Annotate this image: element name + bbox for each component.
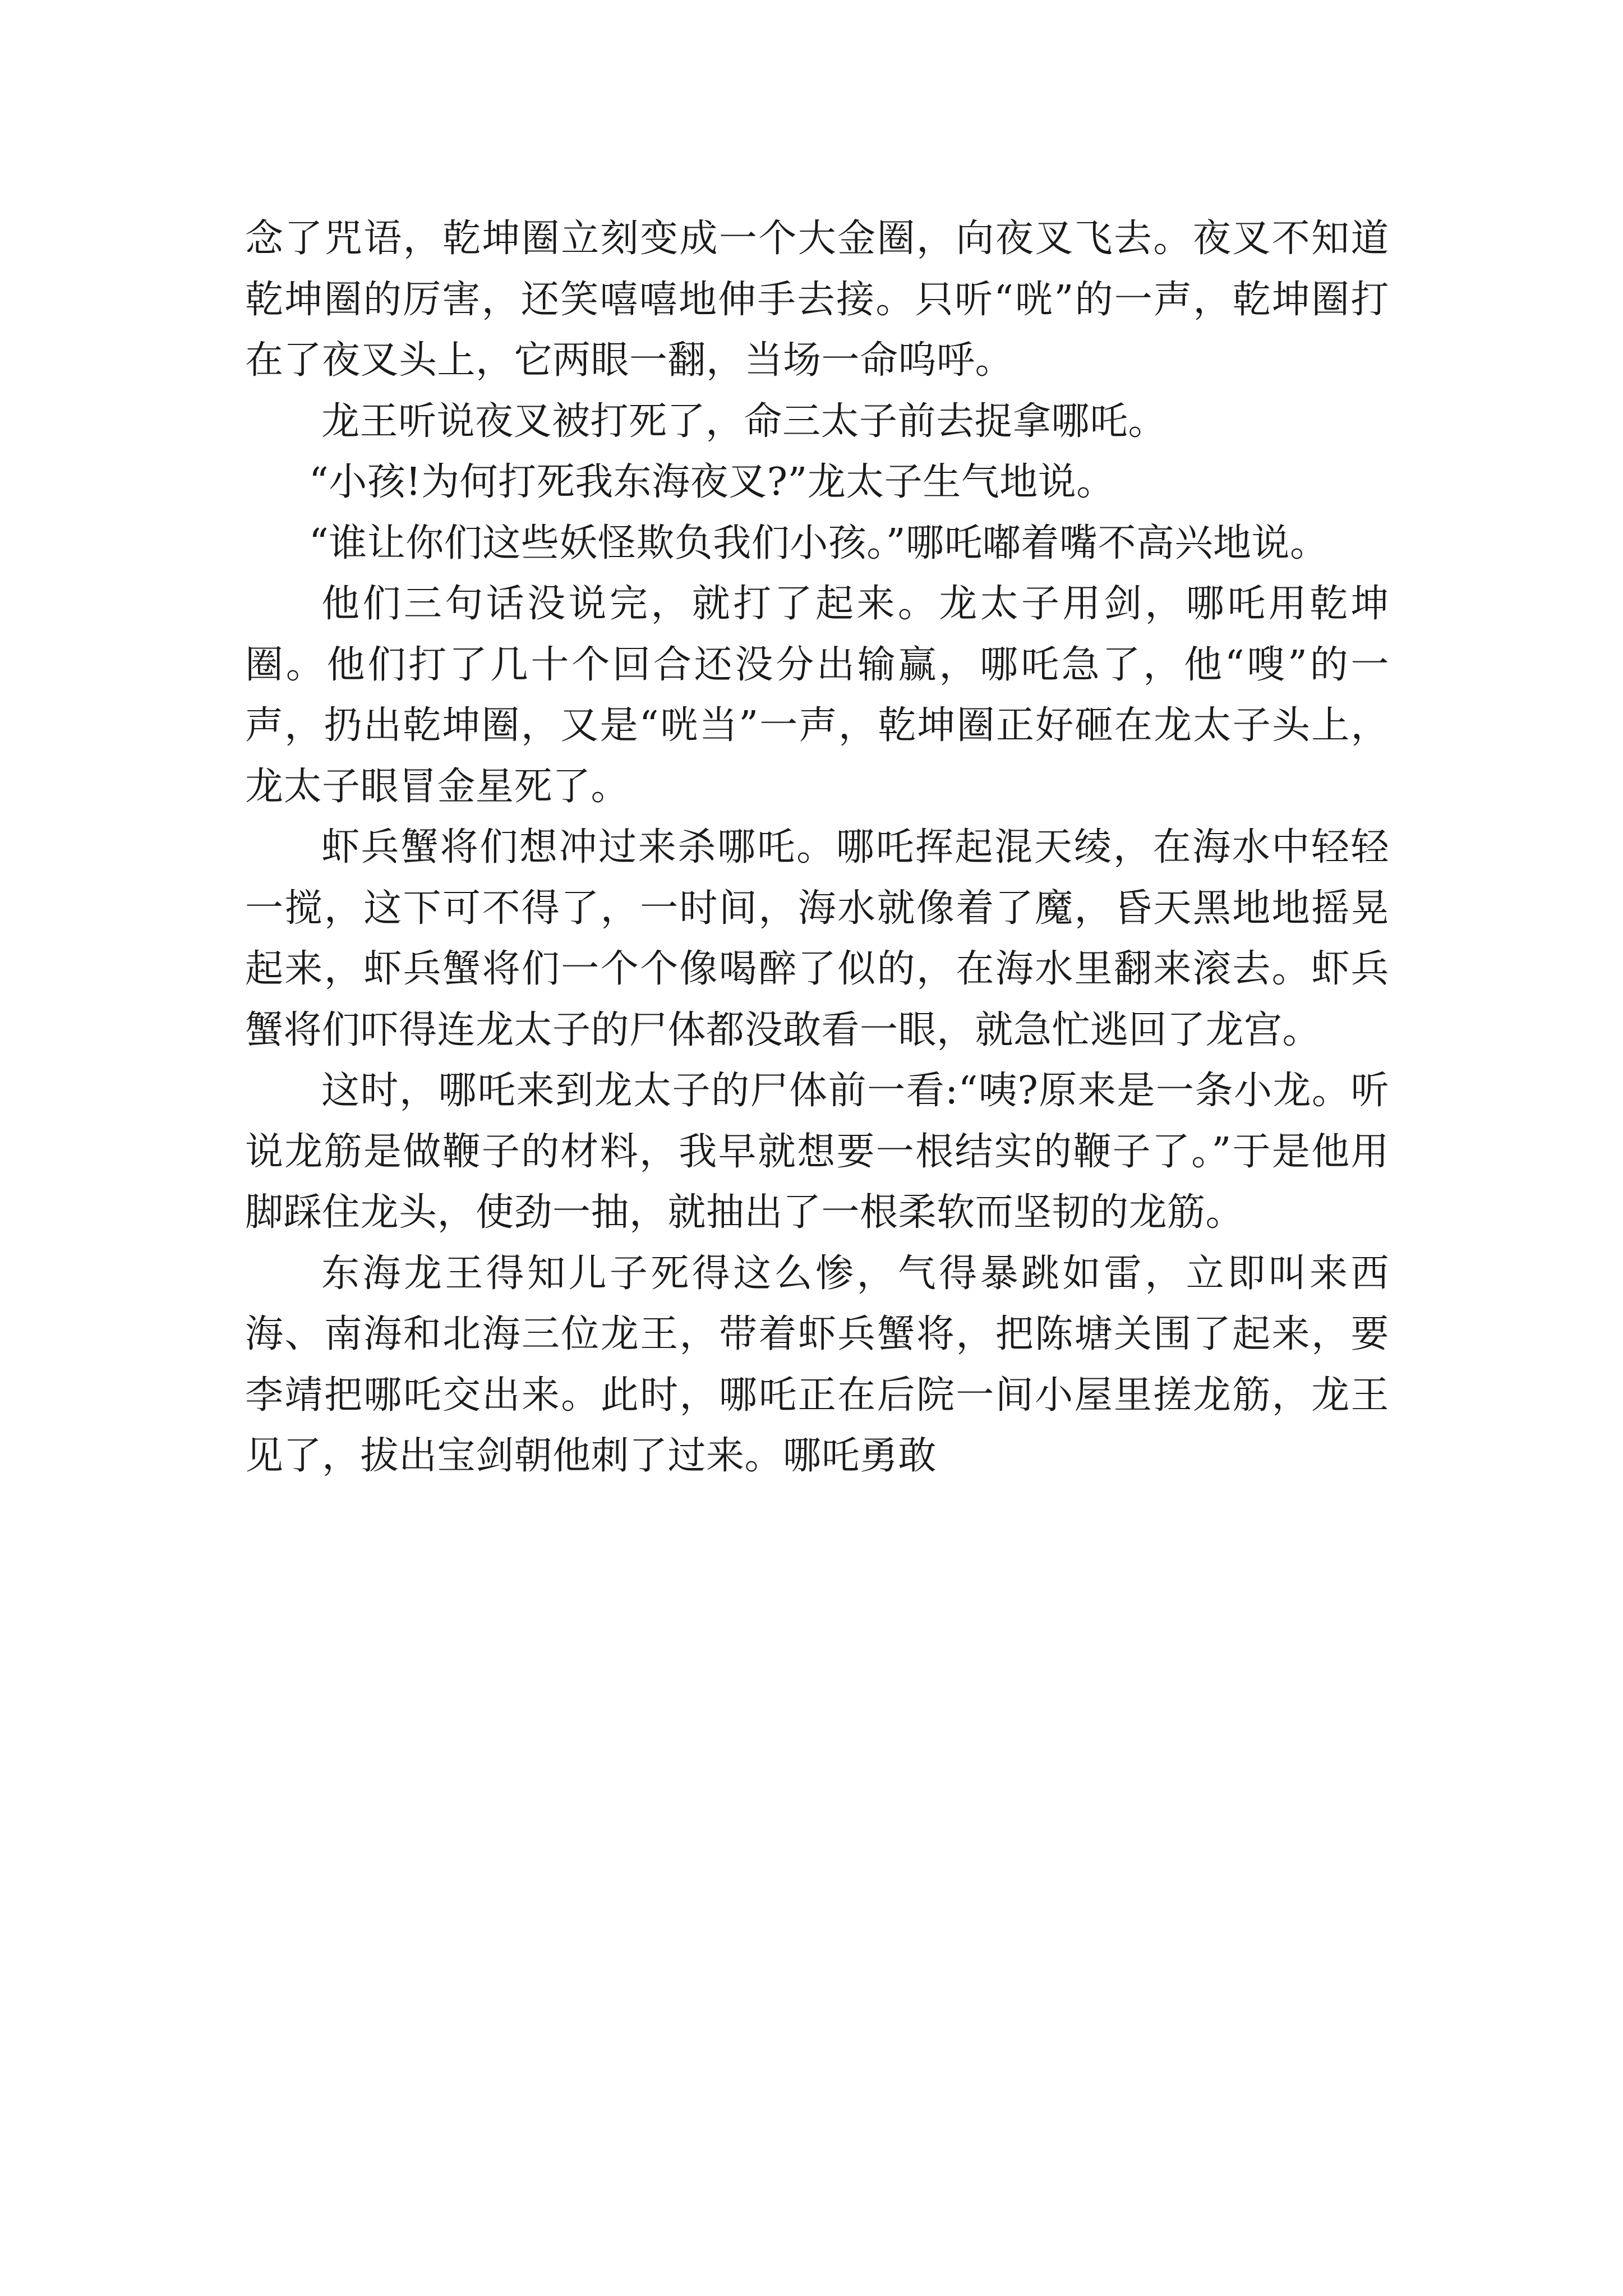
paragraph-2: 龙王听说夜叉被打死了，命三太子前去捉拿哪吒。 <box>321 399 1167 444</box>
paragraph-1: 念了咒语，乾坤圈立刻变成一个大金圈，向夜叉飞去。夜叉不知道乾坤圈的厉害，还笑嘻嘻地伸手去接。只听“咣”的一声，乾坤圈打在了夜叉头上，它两眼一翻，当场一命呜呼。 <box>245 217 1389 383</box>
paragraph-8: 东海龙王得知儿子死得这么惨，气得暴跳如雷，立即叫来西海、南海和北海三位龙王，带着虾兵蟹将，把陈塘关围了起来，要李靖把哪吒交出来。此时，哪吒正在后院一间小屋里搓龙筋，龙王见了，拔出宝剑朝他刺了过来。哪吒勇敢 <box>245 1251 1389 1478</box>
paragraph-6: 虾兵蟹将们想冲过来杀哪吒。哪吒挥起混天绫，在海水中轻轻一搅，这下可不得了，一时间，海水就像着了魔，昏天黑地地摇晃起来，虾兵蟹将们一个个像喝醉了似的，在海水里翻来滚去。虾兵蟹将们吓得连龙太子的尸体都没敢看一眼，就急忙逃回了龙宫。 <box>245 825 1389 1052</box>
story-text <box>245 209 1389 1487</box>
paragraph-3: “小孩!为何打死我东海夜叉?”龙太子生气地说。 <box>309 460 1115 504</box>
paragraph-4: “谁让你们这些妖怪欺负我们小孩。”哪吒嘟着嘴不高兴地说。 <box>309 521 1329 565</box>
paragraph-5: 他们三句话没说完，就打了起来。龙太子用剑，哪吒用乾坤圈。他们打了几十个回合还没分出输赢，哪吒急了，他“嗖”的一声，扔出乾坤圈，又是“咣当”一声，乾坤圈正好砸在龙太子头上，龙太子眼冒金星死了。 <box>245 582 1389 809</box>
paragraph-7: 这时，哪吒来到龙太子的尸体前一看:“咦?原来是一条小龙。听说龙筋是做鞭子的材料，我早就想要一根结实的鞭子了。”于是他用脚踩住龙头，使劲一抽，就抽出了一根柔软而坚韧的龙筋。 <box>245 1069 1389 1235</box>
